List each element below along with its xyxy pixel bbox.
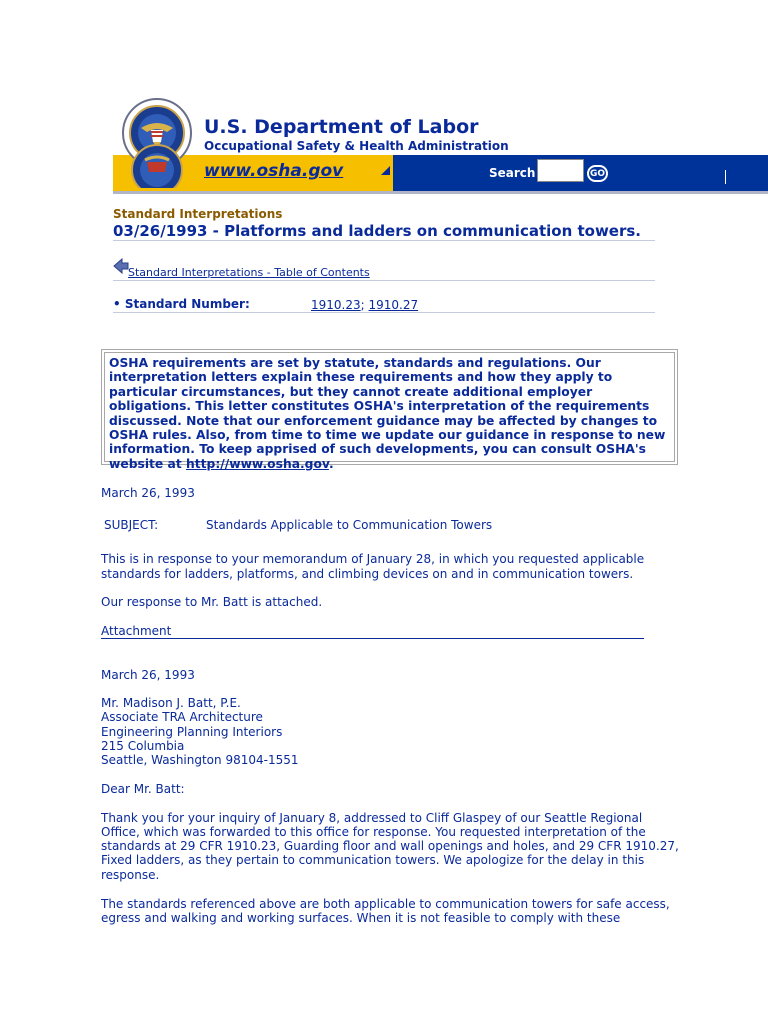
title-divider — [113, 240, 655, 241]
search-label: Search — [489, 166, 536, 180]
osha-website-link[interactable]: http://www.osha.gov — [186, 456, 329, 471]
header-divider — [725, 170, 726, 184]
disclaimer-text — [104, 352, 675, 471]
letter-date: March 26, 1993 — [101, 668, 195, 682]
osha-home-link[interactable]: www.osha.gov — [204, 161, 344, 181]
memo-paragraph: Our response to Mr. Batt is attached. — [101, 595, 323, 609]
letter-paragraph-line: response. — [101, 868, 160, 882]
disclaimer-body: OSHA requirements are set by statute, standards and regulations. Our interpretation letters explain these requirements and how they apply to particular circumstances, but they cannot create additional employer obligations. This letter constitutes OSHA's interpretation of the requirements discussed. Note that our enforcement guidance may be affected by changes to OSHA rules. Also, from time to time we update our guidance in response to new information. To keep apprised of such developments, you can consult OSHA's website at — [109, 356, 666, 471]
memo-date: March 26, 1993 — [101, 486, 195, 500]
address-line: Engineering Planning Interiors — [101, 725, 283, 739]
standard-link-1910-27[interactable]: 1910.27 — [368, 298, 419, 312]
memo-subject-label: SUBJECT: — [104, 518, 159, 532]
letter-paragraph-line: Fixed ladders, as they pertain to communication towers. We apologize for the delay in this — [101, 853, 645, 867]
section-kicker: Standard Interpretations — [113, 207, 283, 221]
toc-link[interactable]: Standard Interpretations - Table of Contents — [128, 266, 370, 279]
address-line: Mr. Madison J. Batt, P.E. — [101, 696, 241, 710]
disclaimer-end: . — [328, 456, 334, 471]
standard-separator: ; — [360, 298, 365, 312]
letter-paragraph-line: standards at 29 CFR 1910.23, Guarding floor and wall openings and holes, and 29 CFR 1910.27, — [101, 839, 679, 853]
back-arrow-icon[interactable] — [113, 258, 129, 274]
agency-subtitle: Occupational Safety & Health Administration — [204, 139, 509, 153]
memo-paragraph-line: standards for ladders, platforms, and climbing devices on and in communication towers. — [101, 567, 634, 581]
memo-paragraph-line: This is in response to your memorandum of January 28, in which you requested applicable — [101, 552, 645, 566]
letter-salutation: Dear Mr. Batt: — [101, 782, 185, 796]
address-line: Seattle, Washington 98104-1551 — [101, 753, 299, 767]
standard-numbers — [311, 298, 418, 312]
letter-paragraph-line: Office, which was forwarded to this office for response. You requested interpretation of the — [101, 825, 646, 839]
agency-title: U.S. Department of Labor — [204, 116, 479, 138]
attachment-divider — [101, 638, 644, 639]
search-input[interactable] — [537, 159, 584, 182]
memo-subject: Standards Applicable to Communication Towers — [206, 518, 493, 532]
pointer-arrow-icon — [381, 166, 390, 175]
toc-divider — [113, 280, 655, 281]
header-bar-shadow — [113, 191, 768, 194]
address-line: 215 Columbia — [101, 739, 185, 753]
standard-link-1910-23[interactable]: 1910.23 — [311, 298, 361, 312]
letter-paragraph-line: Thank you for your inquiry of January 8, addressed to Cliff Glaspey of our Seattle Regional — [101, 811, 643, 825]
dol-seal-logo[interactable] — [121, 98, 193, 188]
letter-paragraph-line: The standards referenced above are both applicable to communication towers for safe access, — [101, 897, 670, 911]
attachment-heading: Attachment — [101, 624, 172, 638]
letter-paragraph-line: egress and walking and working surfaces. When it is not feasible to comply with these — [101, 911, 621, 925]
standard-divider — [113, 312, 655, 313]
search-go-button[interactable]: GO — [587, 165, 608, 182]
standard-number-label: • Standard Number: — [113, 297, 250, 311]
address-line: Associate TRA Architecture — [101, 710, 263, 724]
disclaimer-box — [101, 349, 678, 471]
page-title: 03/26/1993 - Platforms and ladders on communication towers. — [113, 222, 642, 240]
